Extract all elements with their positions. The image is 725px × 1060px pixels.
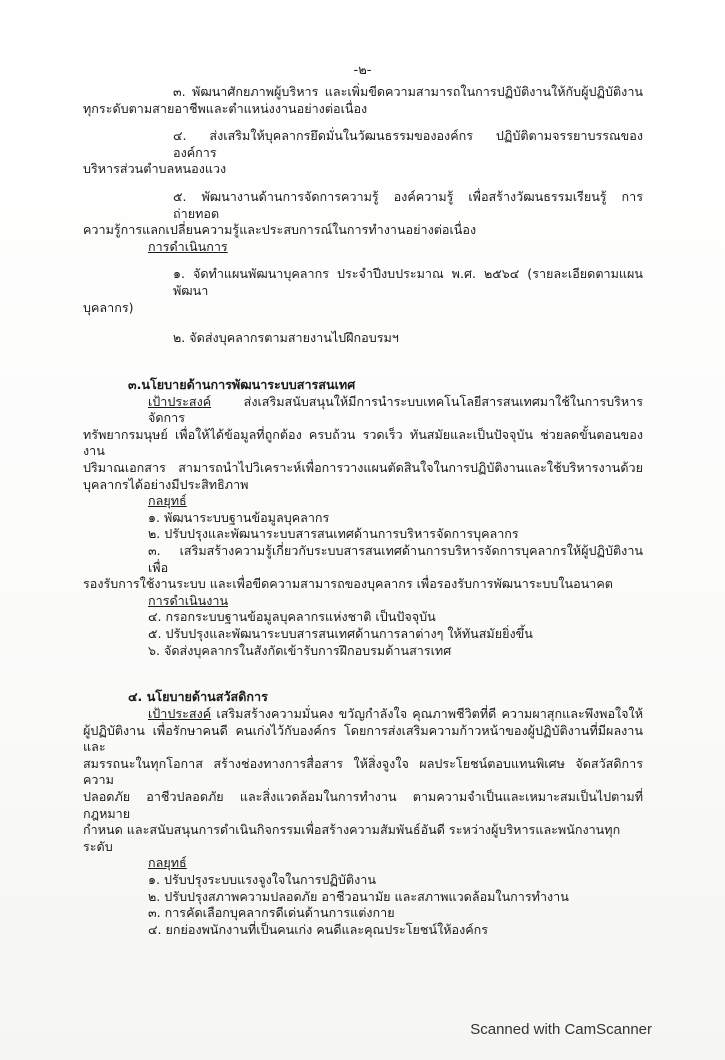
section-4-goal-line-2: ผู้ปฏิบัติงาน เพื่อรักษาคนดี คนเก่งไว้กับองค์กร โดยการส่งเสริมความก้าวหน้าของผู้ปฏิบัติงานที่มีผลงานและ (83, 722, 643, 755)
document-body (83, 84, 643, 938)
section-4-goal-label: เป้าประสงค์ (148, 705, 212, 721)
section-3-strategy-3-line-1: ๓. เสริมสร้างความรู้เกี่ยวกับระบบสารสนเทศด้านการบริหารจัดการบุคลากรให้ผู้ปฏิบัติงานเพื่อ (148, 543, 643, 575)
section-4-strategy-4: ๔. ยกย่องพนักงานที่เป็นคนเก่ง คนดีและคุณประโยชน์ให้องค์กร (148, 921, 489, 937)
section-3-goal-line-3: ปริมาณเอกสาร สามารถนำไปวิเคราะห์เพื่อการวางแผนตัดสินใจในการปฏิบัติงานและใช้บริหารงานด้วย (83, 459, 643, 475)
section-3-operation-heading: การดำเนินงาน (148, 592, 229, 608)
section-4-strategy-heading: กลยุทธ์ (148, 855, 187, 871)
section-3-heading: ๓.นโยบายด้านการพัฒนาระบบสารสนเทศ (128, 376, 356, 392)
item-3-line-2: ทุกระดับตามสายอาชีพและตำแหน่งงานอย่างต่อเนื่อง (83, 100, 368, 116)
camscanner-watermark: Scanned with CamScanner (470, 1021, 652, 1038)
item-4-line-1: ๔. ส่งเสริมให้บุคลากรยึดมั่นในวัฒนธรรมขององค์กร ปฏิบัติตามจรรยาบรรณขององค์การ (173, 128, 643, 160)
item-5-line-1: ๕. พัฒนางานด้านการจัดการความรู้ องค์ความรู้ เพื่อสร้างวัฒนธรรมเรียนรู้ การถ่ายทอด (173, 189, 643, 221)
section-3-strategy-3-line-2: รองรับการใช้งานระบบ และเพื่อขีดความสามารถของบุคลากร เพื่อรองรับการพัฒนาระบบในอนาคต (83, 576, 613, 592)
section-3-strategy-heading: กลยุทธ์ (148, 493, 187, 509)
item-3-line-1: ๓. พัฒนาศักยภาพผู้บริหาร และเพิ่มขีดความสามารถในการปฏิบัติงานให้กับผู้ปฏิบัติงาน (173, 84, 643, 99)
section-3-strategy-2: ๒. ปรับปรุงและพัฒนาระบบสารสนเทศด้านการบริหารจัดการบุคลากร (148, 526, 519, 542)
section-4-goal-line-5: กำหนด และสนับสนุนการดำเนินกิจกรรมเพื่อสร้างความสัมพันธ์อันดี ระหว่างผู้บริหารและพนักงานทุกระดับ (83, 822, 621, 854)
page-number: -๒- (353, 63, 372, 78)
operation-heading: การดำเนินการ (148, 238, 228, 254)
section-4-goal-text: เสริมสร้างความมั่นคง ขวัญกำลังใจ คุณภาพชีวิตที่ดี ความผาสุกและพึงพอใจให้ (211, 705, 643, 721)
section-3-goal-line-4: บุคลากรได้อย่างมีประสิทธิภาพ (83, 476, 249, 492)
section-3-operation-6: ๖. จัดส่งบุคลากรในสังกัดเข้ารับการฝึกอบรมด้านสารเทศ (148, 642, 452, 658)
section-4-goal-line-3: สมรรถนะในทุกโอกาส สร้างช่องทางการสื่อสาร ให้สิ่งจูงใจ ผลประโยชน์ตอบแทนพิเศษ จัดสวัสดิการความ (83, 755, 643, 788)
operation-1-line-1: ๑. จัดทำแผนพัฒนาบุคลากร ประจำปีงบประมาณ พ.ศ. ๒๕๖๔ (รายละเอียดตามแผนพัฒนา (173, 266, 643, 299)
section-3-operation-4: ๔. กรอกระบบฐานข้อมูลบุคลากรแห่งชาติ เป็นปัจจุบัน (148, 609, 436, 625)
section-4-goal-line-1 (83, 706, 643, 723)
operation-1-line-2: บุคลากร) (83, 299, 134, 315)
operation-2: ๒. จัดส่งบุคลากรตามสายงานไปฝึกอบรมฯ (173, 330, 399, 346)
section-4-strategy-3: ๓. การคัดเลือกบุคลากรดีเด่นด้านการแต่งกาย (148, 905, 395, 921)
section-3-operation-5: ๕. ปรับปรุงและพัฒนาระบบสารสนเทศด้านการลาต่างๆ ให้ทันสมัยยิ่งขึ้น (148, 626, 533, 642)
section-3-goal-label: เป้าประสงค์ (148, 393, 212, 409)
item-4-line-2: บริหารส่วนตำบลหนองแวง (83, 161, 227, 177)
section-4-strategy-2: ๒. ปรับปรุงสภาพความปลอดภัย อาชีวอนามัย และสภาพแวดล้อมในการทำงาน (148, 888, 569, 904)
section-4-goal-line-4: ปลอดภัย อาชีวปลอดภัย และสิ่งแวดล้อมในการทำงาน ตามความจำเป็นและเหมาะสมเป็นไปตามที่กฎหมาย (83, 788, 643, 821)
item-5-line-2: ความรู้การแลกเปลี่ยนความรู้และประสบการณ์ในการทำงานอย่างต่อเนื่อง (83, 222, 477, 238)
section-3-goal-line-1 (83, 394, 643, 427)
section-4-heading: ๔. นโยบายด้านสวัสดิการ (128, 689, 268, 705)
section-3-goal-text: ส่งเสริมสนับสนุนให้มีการนำระบบเทคโนโลยีสารสนเทศมาใช้ในการบริหารจัดการ (148, 393, 643, 426)
section-4-strategy-1: ๑. ปรับปรุงระบบแรงจูงใจในการปฏิบัติงาน (148, 871, 376, 887)
section-3-goal-line-2: ทรัพยากรมนุษย์ เพื่อให้ได้ข้อมูลที่ถูกต้อง ครบถ้วน รวดเร็ว ทันสมัยและเป็นปัจจุบัน ช่วยลดขั้นตอนของงาน (83, 426, 643, 459)
section-3-strategy-1: ๑. พัฒนาระบบฐานข้อมูลบุคลากร (148, 509, 330, 525)
